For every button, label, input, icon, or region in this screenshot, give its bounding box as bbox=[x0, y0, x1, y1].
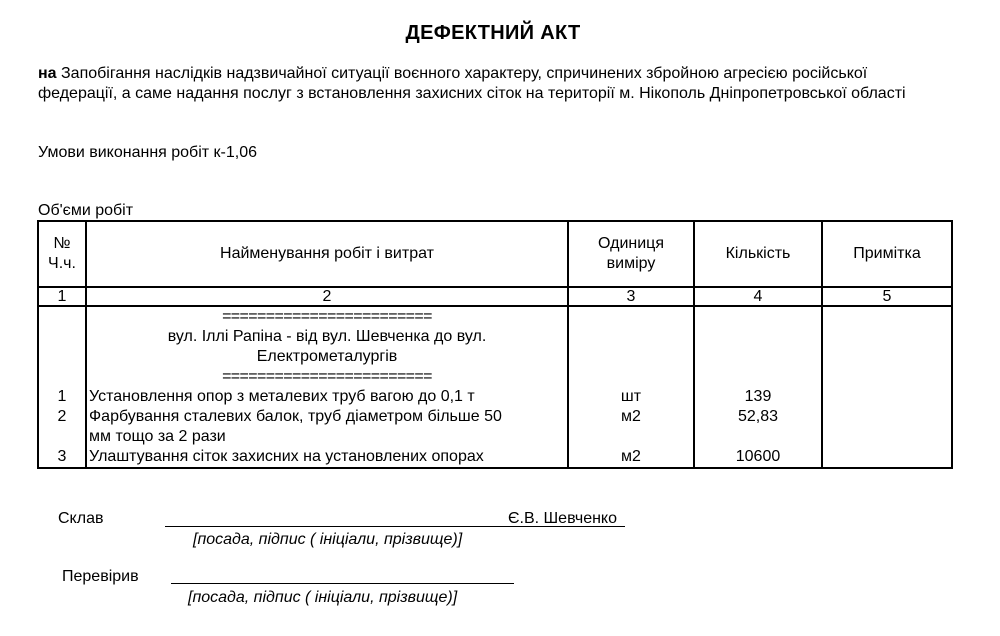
checked-hint: [посада, підпис ( ініціали, прізвище)] bbox=[188, 589, 458, 606]
header-quantity: Кількість bbox=[694, 221, 822, 287]
composed-label: Склав bbox=[58, 510, 104, 527]
note-cell[interactable] bbox=[822, 306, 952, 468]
column-number: 5 bbox=[822, 287, 952, 306]
row-unit: м2 bbox=[621, 408, 641, 425]
column-number: 4 bbox=[694, 287, 822, 306]
description-cell bbox=[86, 306, 568, 468]
row-quantity[interactable]: 10600 bbox=[735, 448, 781, 465]
unit-cell bbox=[568, 306, 694, 468]
row-number: 3 bbox=[57, 448, 67, 465]
work-volumes-label: Об'єми робіт bbox=[38, 202, 134, 219]
intro-prefix: на bbox=[38, 65, 57, 82]
quantity-cell bbox=[694, 306, 822, 468]
header-note: Примітка bbox=[822, 221, 952, 287]
column-number-row bbox=[38, 287, 952, 306]
row-quantity[interactable]: 52,83 bbox=[737, 408, 779, 425]
intro-text: Запобігання наслідків надзвичайної ситуації воєнного характеру, спричинених збройною агресією російської федерації, а саме надання послуг з встановлення захисних сіток на території м. Нікополь Дніпропетровської області bbox=[38, 65, 906, 102]
header-number: № Ч.ч. bbox=[38, 221, 86, 287]
checked-signature-line[interactable] bbox=[171, 566, 514, 584]
composed-hint: [посада, підпис ( ініціали, прізвище)] bbox=[193, 531, 463, 548]
section-title: вул. Іллі Рапіна - від вул. Шевченка до вул. bbox=[167, 328, 487, 345]
row-quantity[interactable]: 139 bbox=[744, 388, 772, 405]
work-conditions: Умови виконання робіт к-1,06 bbox=[38, 144, 258, 161]
row-unit: м2 bbox=[621, 448, 641, 465]
section-separator: ======================== bbox=[222, 368, 432, 385]
works-table bbox=[37, 220, 953, 469]
row-number: 1 bbox=[57, 388, 67, 405]
section-title: Електрометалургів bbox=[256, 348, 398, 365]
row-unit: шт bbox=[620, 388, 642, 405]
number-cell bbox=[38, 306, 86, 468]
row-description: Улаштування сіток захисних на установлених опорах bbox=[89, 448, 484, 465]
column-number: 1 bbox=[38, 287, 86, 306]
composed-name: Є.В. Шевченко bbox=[508, 510, 617, 527]
table-header-row bbox=[38, 221, 952, 287]
row-description: мм тощо за 2 рази bbox=[89, 428, 226, 445]
header-name: Найменування робіт і витрат bbox=[86, 221, 568, 287]
document-title: ДЕФЕКТНИЙ АКТ bbox=[405, 22, 581, 44]
section-separator: ======================== bbox=[222, 308, 432, 325]
row-description: Установлення опор з металевих труб вагою до 0,1 т bbox=[89, 388, 475, 405]
row-number: 2 bbox=[57, 408, 67, 425]
intro-paragraph bbox=[38, 64, 938, 104]
column-number: 3 bbox=[568, 287, 694, 306]
checked-label: Перевірив bbox=[62, 568, 139, 585]
table-body-row bbox=[38, 306, 952, 468]
header-unit: Одиниця виміру bbox=[568, 221, 694, 287]
column-number: 2 bbox=[86, 287, 568, 306]
row-description: Фарбування сталевих балок, труб діаметром більше 50 bbox=[89, 408, 502, 425]
